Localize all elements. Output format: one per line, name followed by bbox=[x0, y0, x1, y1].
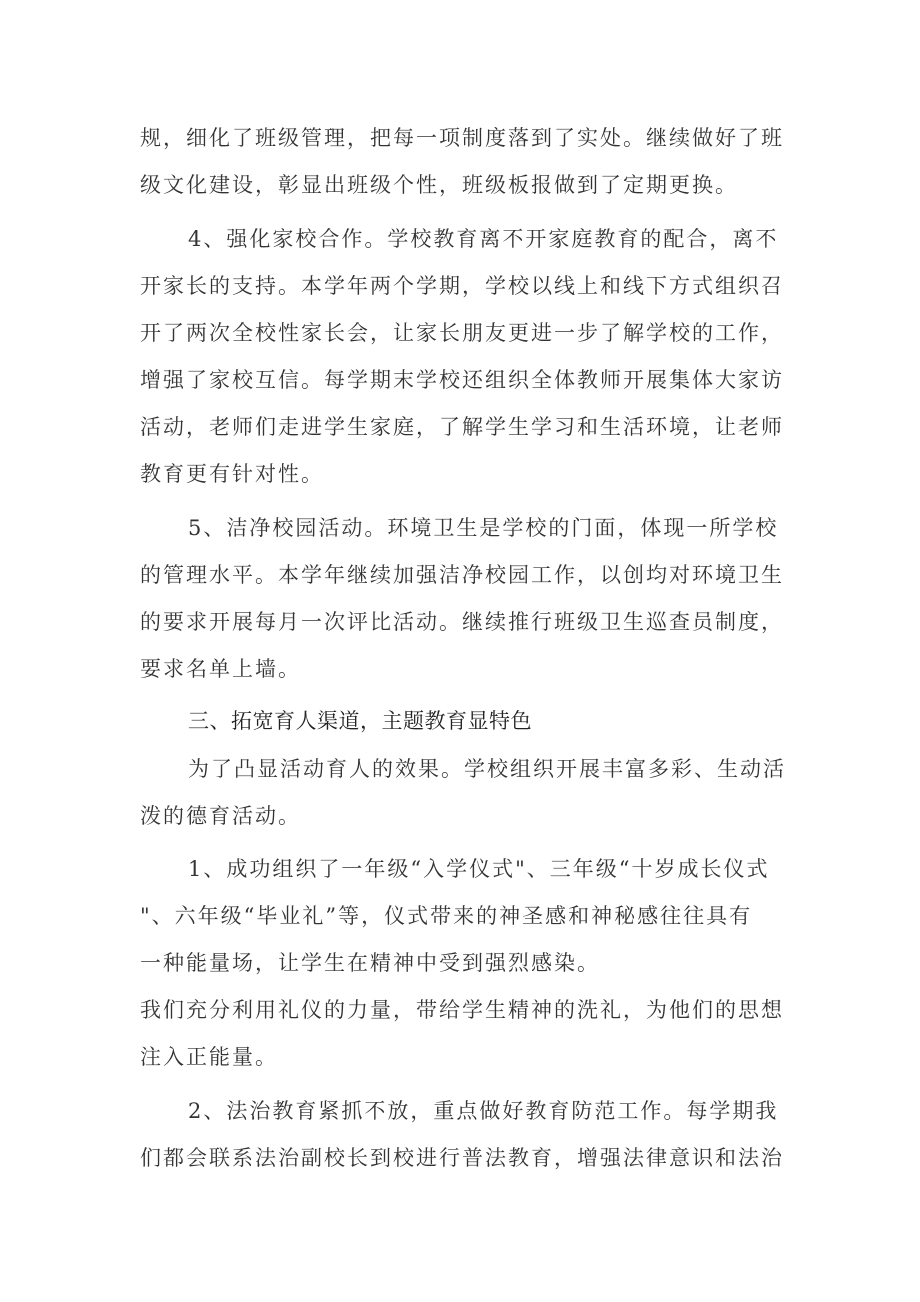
paragraph-line: 增强了家校互信。每学期末学校还组织全体教师开展集体大家访 bbox=[140, 368, 784, 392]
paragraph-line: 开家长的支持。本学年两个学期，学校以线上和线下方式组织召 bbox=[140, 274, 784, 298]
paragraph-line: 级文化建设，彰显出班级个性，班级板报做到了定期更换。 bbox=[140, 173, 738, 197]
paragraph-line: 的要求开展每月一次评比活动。继续推行班级卫生巡查员制度， bbox=[140, 610, 784, 634]
paragraph-line: 要求名单上墙。 bbox=[140, 657, 301, 681]
paragraph-line: 活动，老师们走进学生家庭，了解学生学习和生活环境，让老师 bbox=[140, 415, 784, 439]
paragraph-line: 们都会联系法治副校长到校进行普法教育，增强法律意识和法治 bbox=[140, 1146, 784, 1170]
paragraph-line: 为了凸显活动育人的效果。学校组织开展丰富多彩、生动活 bbox=[188, 757, 786, 781]
paragraph-line: 开了两次全校性家长会，让家长朋友更进一步了解学校的工作， bbox=[140, 321, 784, 345]
paragraph-line: 4、强化家校合作。学校教育离不开家庭教育的配合，离不 bbox=[188, 227, 779, 251]
paragraph-line: 注入正能量。 bbox=[140, 1045, 278, 1069]
paragraph-line: 规，细化了班级管理，把每一项制度落到了实处。继续做好了班 bbox=[140, 126, 784, 150]
paragraph-line: 教育更有针对性。 bbox=[140, 462, 324, 486]
paragraph-line: 5、洁净校园活动。环境卫生是学校的门面，体现一所学校 bbox=[188, 516, 779, 540]
paragraph-line: 2、法治教育紧抓不放，重点做好教育防范工作。每学期我 bbox=[188, 1099, 779, 1123]
paragraph-line: 我们充分利用礼仪的力量，带给学生精神的洗礼，为他们的思想 bbox=[140, 998, 784, 1022]
paragraph-line: 的管理水平。本学年继续加强洁净校园工作，以创均对环境卫生 bbox=[140, 563, 784, 587]
paragraph-line: 一种能量场，让学生在精神中受到强烈感染。 bbox=[140, 951, 600, 975]
paragraph-line: "、六年级“毕业礼”等，仪式带来的神圣感和神秘感往往具有 bbox=[140, 904, 753, 928]
paragraph-line: 泼的德育活动。 bbox=[140, 804, 301, 828]
section-heading: 三、拓宽育人渠道，主题教育显特色 bbox=[188, 709, 532, 733]
paragraph-line: 1、成功组织了一年级“入学仪式"、三年级“十岁成长仪式 bbox=[188, 857, 770, 881]
